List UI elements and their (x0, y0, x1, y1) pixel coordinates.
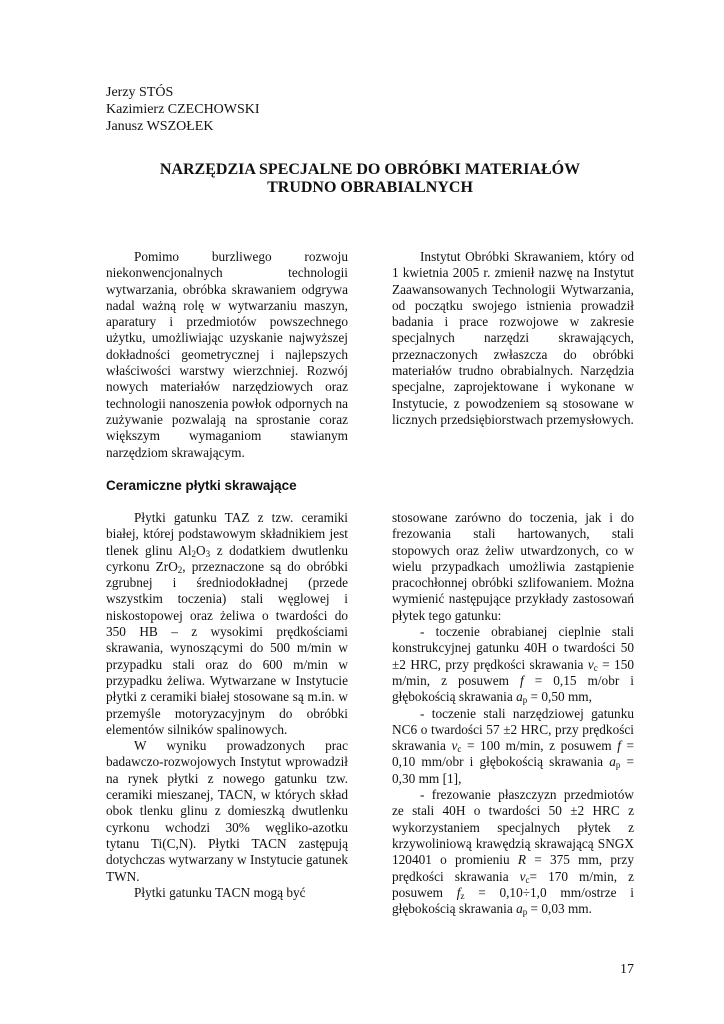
author-name: Kazimierz CZECHOWSKI (106, 102, 260, 117)
body-paragraph: Płytki gatunku TACN mogą być (134, 884, 306, 900)
body-paragraph: W wyniku prowadzonych prac badawczo-rozwojowych Instytut wprowadził na rynek płytki z nowego gatunku tzw. ceramiki mieszanej, TACN, w których skład obok tlenku glinu z domieszką dwutlenku cyrkonu wchodzi 30% węgliko-azotku tytanu Ti(C,N). Płytki TACN zastępują dotychczas wytwarzany w Instytucie gatunek TWN. (106, 738, 348, 884)
section-heading: Ceramiczne płytki skrawające (106, 478, 297, 493)
author-name: Jerzy STÓS (106, 85, 174, 100)
intro-paragraph: Pomimo burzliwego rozwoju niekonwencjonalnych technologii wytwarzania, obróbka skrawaniem odgrywa nadal ważną rolę w wytwarzaniu maszyn, aparatury i przedmiotów powszechnego użytku, umożliwiając uzyskanie najwyższej dokładności geometrycznej i najlepszych właściwości warstwy wierzchniej. Rozwój nowych materiałów narzędziowych oraz technologii nanoszenia powłok odpornych na zużywanie pozwalają na sprostanie coraz większym wymaganiom stawianym narzędziom skrawającym. (106, 249, 348, 460)
intro-left-column (106, 249, 348, 461)
list-item: - frezowanie płaszczyzn przedmiotów ze stali 40H o twardości 50 ±2 HRC z wykorzystaniem specjalnych płytek z krzywoliniową krawędzią skrawającą SNGX 120401 o promieniu R = 375 mm, przy prędkości skrawania $v_c= 170$ m/min, z posuwem $f_z = 0,10\div 1,0$ mm/ostrze i głębokością skrawania $a_p = 0,03$ mm. (392, 787, 634, 918)
intro-right-column (392, 249, 634, 428)
body-left-column (106, 510, 348, 901)
list-item: - toczenie obrabianej cieplnie stali konstrukcyjnej gatunku 40H o twardości 50 ±2 HRC, przy prędkości skrawania $v_c = 150$ m/min, z posuwem f = 0,15 m/obr i głębokością skrawania $a_p = 0,50$ mm, (392, 624, 634, 706)
title-line: TRUDNO OBRABIALNYCH (267, 179, 473, 196)
body-paragraph: stosowane zarówno do toczenia, jak i do frezowania stali hartowanych, stali stopowych oraz żeliw utwardzonych, co w wielu przypadkach umożliwia zastąpienie pracochłonnej obróbki szlifowaniem. Można wymienić następujące przykłady zastosowań płytek tego gatunku: (392, 510, 634, 623)
intro-paragraph: Instytut Obróbki Skrawaniem, który od 1 kwietnia 2005 r. zmienił nazwę na Instytut Zaawansowanych Technologii Wytwarzania, od początku swojego istnienia prowadził badania i prace rozwojowe w zakresie specjalnych narzędzi skrawających, przeznaczonych zwłaszcza do obróbki materiałów trudno obrabialnych. Narzędzia specjalne, zaprojektowane i wykonane w Instytucie, z powodzeniem są stosowane w licznych przedsiębiorstwach przemysłowych. (392, 249, 634, 427)
title-line: NARZĘDZIA SPECJALNE DO OBRÓBKI MATERIAŁÓW (159, 161, 581, 178)
body-right-column (392, 510, 634, 917)
author-list (106, 84, 260, 135)
body-paragraph: Płytki gatunku TAZ z tzw. ceramiki białej, której podstawowym składnikiem jest tlenek glinu $Al_2O_3$ z dodatkiem dwutlenku cyrkonu ZrO$_2$, przeznaczone są do obróbki zgrubnej i średniodokładnej (przede wszystkim toczenia) stali węglowej i niskostopowej oraz żeliwa o twardości do 350 HB – z wysokimi prędkościami skrawania, wynoszącymi do 500 m/min w przypadku stali oraz do 600 m/min w przypadku żeliwa. Wytwarzane w Instytucie płytki z ceramiki białej stosowane są m.in. w przemyśle motoryzacyjnym do obróbki elementów silników spalinowych. (106, 510, 349, 737)
author-name: Janusz WSZOŁEK (106, 119, 214, 134)
list-item: - toczenie stali narzędziowej gatunku NC6 o twardości 57 ±2 HRC, przy prędkości skrawania $v_c = 100$ m/min, z posuwem f = 0,10 mm/obr i głębokością skrawania $a_p = 0,30$ mm [1], (392, 705, 635, 786)
page-number: 17 (620, 962, 634, 977)
paper-title (60, 161, 680, 197)
